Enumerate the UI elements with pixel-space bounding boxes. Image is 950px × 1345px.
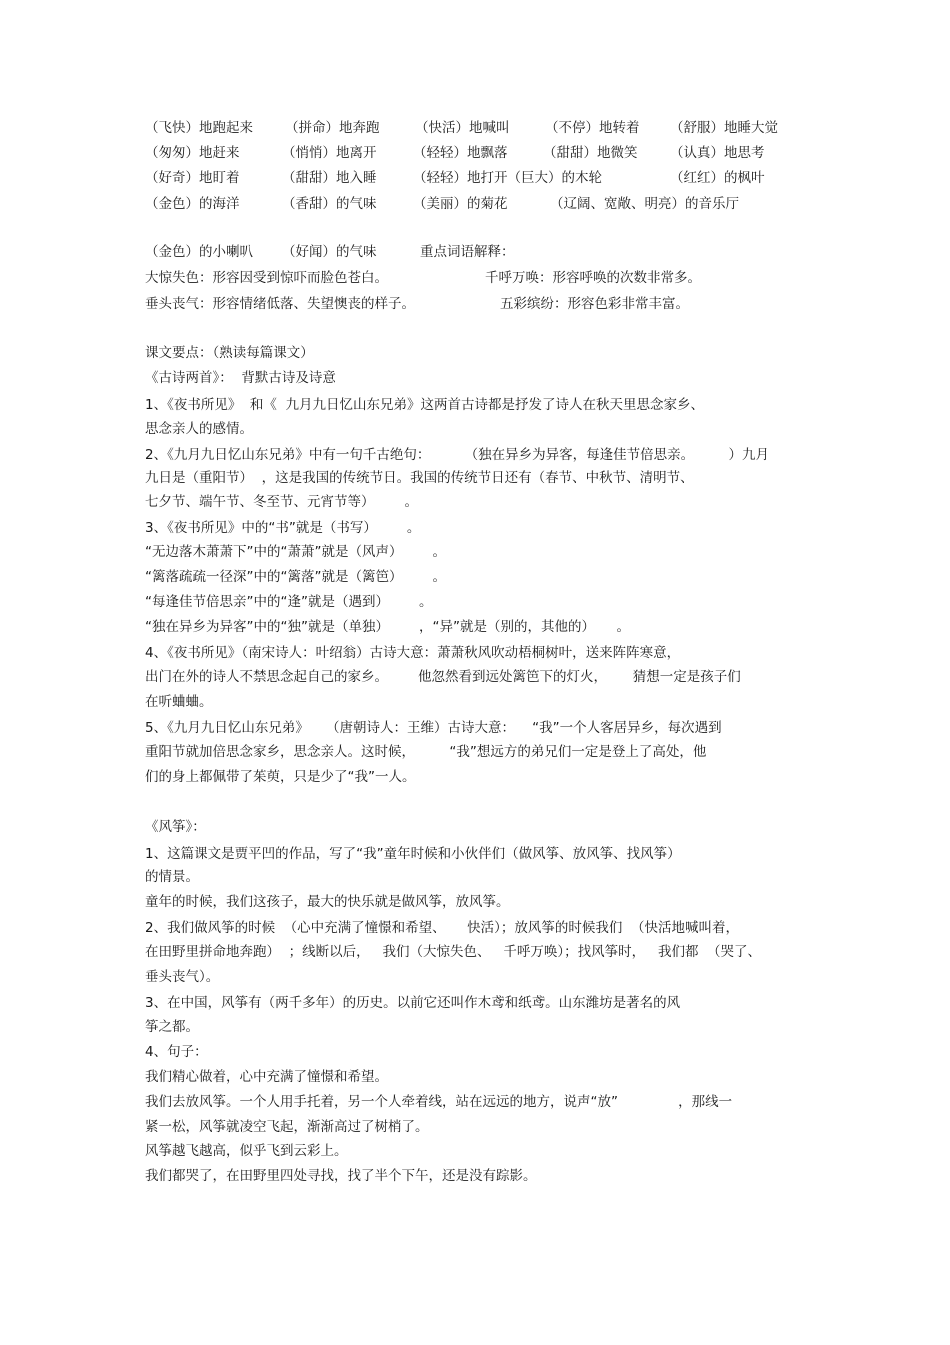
- text-line: 3、在中国，风筝有（两千多年）的历史。以前它还叫作木鸢和纸鸢。山东潍坊是著名的风: [145, 995, 681, 1011]
- text-line: 紧一松，风筝就凌空飞起，渐渐高过了树梢了。: [145, 1119, 429, 1135]
- lesson-title: 《古诗两首》： 背默古诗及诗意: [145, 370, 336, 386]
- text-line: “独在异乡为异客”中的“独”就是（单独） ，“异”就是（别的，其他的） 。: [145, 619, 630, 635]
- phrase: （美丽）的菊花: [413, 196, 508, 212]
- text-line: 2、《九月九日忆山东兄弟》中有一句千古绝句： （独在异乡为异客，每逢佳节倍思亲。 ）九月: [145, 447, 769, 463]
- phrase: （甜甜）地入睡: [282, 170, 377, 186]
- text-line: 思念亲人的感情。: [145, 421, 253, 437]
- vocab-definition: 垂头丧气：形容情绪低落、失望懊丧的样子。: [145, 296, 415, 312]
- text-line: 重阳节就加倍思念家乡，思念亲人。这时候， “我”想远方的弟兄们一定是登上了高处，他: [145, 744, 707, 760]
- phrase: （飞快）地跑起来: [145, 120, 253, 136]
- text-line: 4、《夜书所见》（南宋诗人：叶绍翁）古诗大意：萧萧秋风吹动梧桐树叶，送来阵阵寒意，: [145, 645, 681, 661]
- phrase: （甜甜）地微笑: [543, 145, 638, 161]
- text-line: 5、《九月九日忆山东兄弟》 （唐朝诗人：王维）古诗大意： “我”一个人客居异乡，每次遇到: [145, 720, 722, 736]
- phrase: （轻轻）地飘落: [413, 145, 508, 161]
- vocab-definition: 千呼万唤：形容呼唤的次数非常多。: [485, 270, 701, 286]
- section-heading: 课文要点：（熟读每篇课文）: [145, 345, 314, 361]
- text-line: 的情景。: [145, 869, 199, 885]
- text-line: 在田野里拼命地奔跑） ；线断以后， 我们（大惊失色、 千呼万唤）；找风筝时， 我们都 （哭了、: [145, 944, 762, 960]
- vocab-definition: 五彩缤纷：形容色彩非常丰富。: [500, 296, 689, 312]
- text-line: 2、我们做风筝的时候 （心中充满了憧憬和希望、 快活）；放风筝的时候我们 （快活地喊叫着，: [145, 920, 739, 936]
- text-line: 3、《夜书所见》中的“书”就是（书写） 。: [145, 520, 421, 536]
- text-line: 垂头丧气）。: [145, 969, 220, 985]
- phrase: （金色）的海洋: [145, 196, 240, 212]
- phrase: （辽阔、宽敞、明亮）的音乐厅: [550, 196, 739, 212]
- section-heading: 重点词语解释：: [420, 244, 515, 260]
- phrase: （红红）的枫叶: [670, 170, 765, 186]
- lesson-title: 《风筝》：: [145, 819, 206, 835]
- text-line: 们的身上都佩带了茱萸，只是少了“我”一人。: [145, 769, 416, 785]
- phrase: （悄悄）地离开: [282, 145, 377, 161]
- text-line: 我们精心做着，心中充满了憧憬和希望。: [145, 1069, 388, 1085]
- phrase: （轻轻）地打开（巨大）的木轮: [413, 170, 602, 186]
- vocab-definition: 大惊失色：形容因受到惊吓而脸色苍白。: [145, 270, 388, 286]
- phrase: （好奇）地盯着: [145, 170, 240, 186]
- text-line: 4、句子：: [145, 1044, 208, 1060]
- phrase: （不停）地转着: [545, 120, 640, 136]
- text-line: 1、这篇课文是贾平凹的作品，写了“我”童年时候和小伙伴们（做风筝、放风筝、找风筝）: [145, 846, 681, 862]
- phrase: （拼命）地奔跑: [285, 120, 380, 136]
- phrase: （舒服）地睡大觉: [670, 120, 778, 136]
- phrase: （快活）地喊叫: [415, 120, 510, 136]
- text-line: 七夕节、端午节、冬至节、元宵节等） 。: [145, 494, 419, 510]
- text-line: 1、《夜书所见》 和《 九月九日忆山东兄弟》这两首古诗都是抒发了诗人在秋天里思念家乡、: [145, 397, 705, 413]
- text-line: 出门在外的诗人不禁思念起自己的家乡。 他忽然看到远处篱笆下的灯火， 猜想一定是孩子们: [145, 669, 741, 685]
- text-line: 筝之都。: [145, 1019, 199, 1035]
- phrase: （香甜）的气味: [282, 196, 377, 212]
- text-line: 我们去放风筝。一个人用手托着，另一个人牵着线，站在远远的地方，说声“放” ，那线一: [145, 1094, 733, 1110]
- text-line: 九日是（重阳节） ，这是我国的传统节日。我国的传统节日还有（春节、中秋节、清明节、: [145, 470, 694, 486]
- text-line: 风筝越飞越高，似乎飞到云彩上。: [145, 1143, 348, 1159]
- text-line: 在听蛐蛐。: [145, 694, 213, 710]
- phrase: （认真）地思考: [670, 145, 765, 161]
- text-line: “无边落木萧萧下”中的“萧萧”就是（风声） 。: [145, 544, 447, 560]
- text-line: 童年的时候，我们这孩子，最大的快乐就是做风筝，放风筝。: [145, 894, 510, 910]
- text-line: “每逢佳节倍思亲”中的“逢”就是（遇到） 。: [145, 594, 433, 610]
- text-line: “篱落疏疏一径深”中的“篱落”就是（篱笆） 。: [145, 569, 447, 585]
- phrase: （好闻）的气味: [282, 244, 377, 260]
- phrase: （匆匆）地赶来: [145, 145, 240, 161]
- text-line: 我们都哭了，在田野里四处寻找，找了半个下午，还是没有踪影。: [145, 1168, 537, 1184]
- phrase: （金色）的小喇叭: [145, 244, 253, 260]
